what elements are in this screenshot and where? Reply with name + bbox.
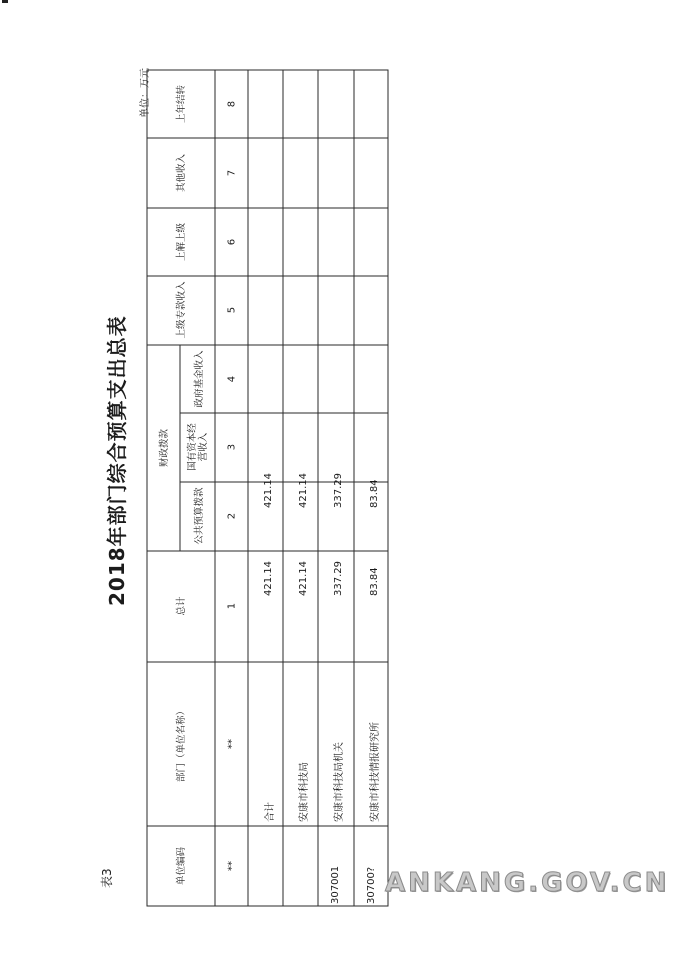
col-number: **	[226, 861, 238, 871]
table-label: 表3	[100, 868, 114, 888]
row-public-budget: 421.14	[298, 473, 309, 508]
header-total: 总计	[176, 596, 187, 616]
site-watermark: ANKANG.GOV.CN	[385, 868, 670, 898]
col-number: 1	[226, 602, 238, 610]
row-unit-code: 30700?	[366, 866, 377, 904]
col-number: **	[226, 739, 238, 749]
header-last-year: 上年结转	[176, 84, 187, 124]
col-number: 5	[226, 306, 238, 314]
row-dept-name: 安康市科技局机关	[334, 742, 345, 822]
col-number: 3	[226, 443, 238, 451]
header-remit-upper: 上解上级	[176, 222, 187, 262]
row-public-budget: 83.84	[369, 479, 380, 508]
header-special-income: 上级专款收入	[176, 281, 187, 339]
row-public-budget: 421.14	[263, 473, 274, 508]
col-number: 7	[226, 169, 238, 177]
document-title: 2018年部门综合预算支出总表	[105, 315, 129, 606]
col-number: 8	[226, 100, 238, 108]
row-dept-name: 安康市科技情报研究所	[370, 722, 381, 822]
row-public-budget: 337.29	[333, 473, 344, 508]
header-gov-fund: 政府基金收入	[194, 350, 205, 408]
col-number: 6	[226, 238, 238, 246]
row-unit-code: 307001	[330, 865, 341, 904]
header-state-capital: 国有资本经营收入	[187, 423, 209, 471]
row-dept-name: 安康市科技局	[299, 762, 310, 822]
col-number: 2	[226, 512, 238, 520]
header-dept: 部门（单位名称）	[176, 705, 187, 783]
row-total: 421.14	[298, 561, 309, 596]
row-total: 337.29	[333, 561, 344, 596]
col-number: 4	[226, 375, 238, 383]
header-public-budget: 公共预算拨款	[194, 487, 205, 545]
unit-label: 单位：万元	[140, 68, 151, 118]
row-total: 83.84	[369, 567, 380, 596]
row-dept-name: 合计	[265, 802, 276, 822]
header-other-income: 其他收入	[176, 153, 187, 193]
row-total: 421.14	[263, 561, 274, 596]
header-fiscal: 财政拨款	[159, 428, 170, 468]
header-code: 单位编码	[176, 846, 187, 886]
